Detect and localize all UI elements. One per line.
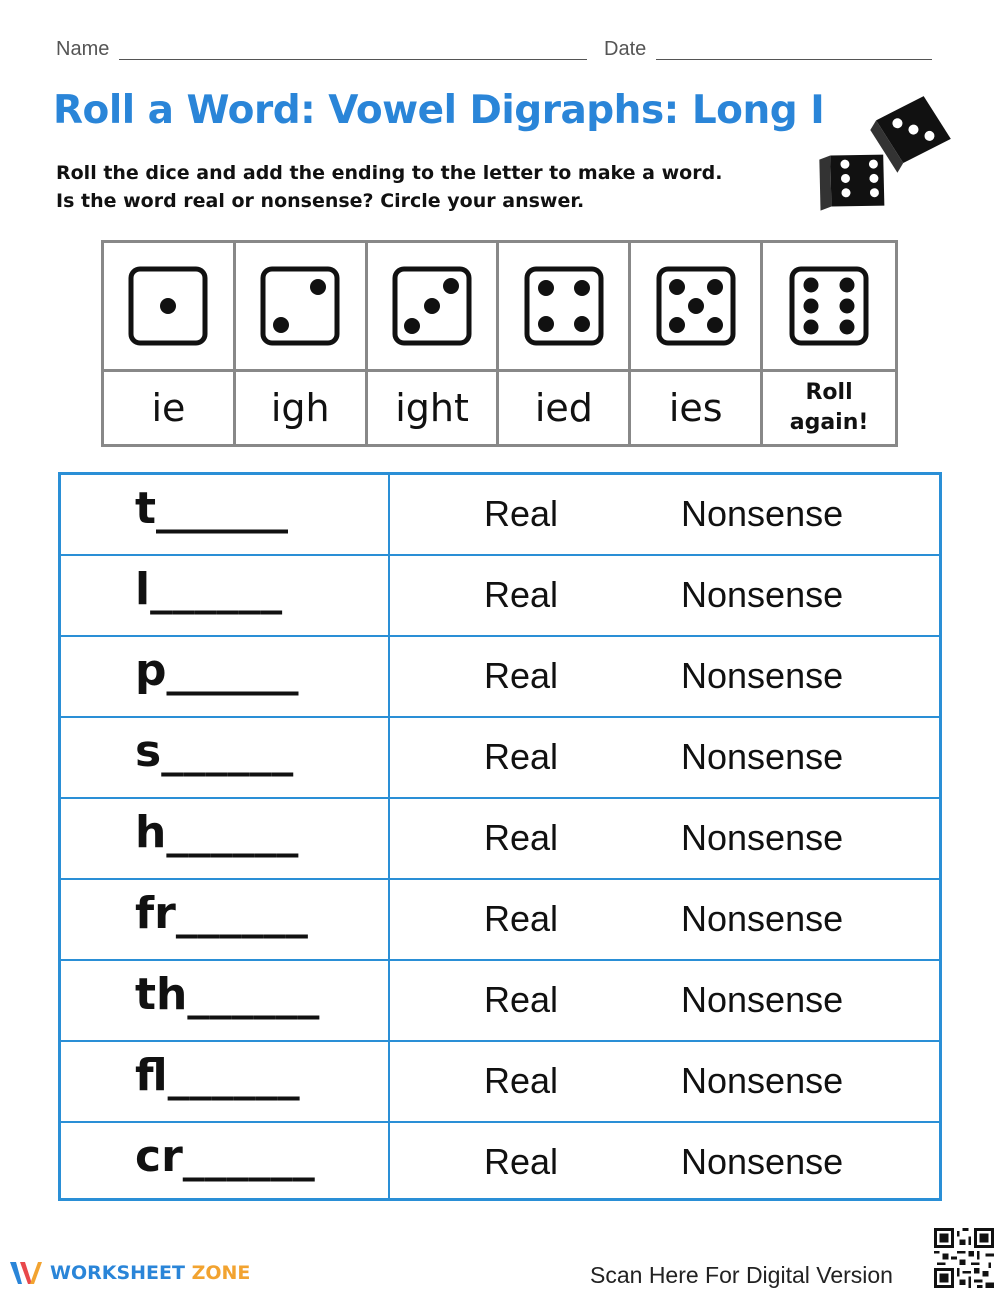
nonsense-option[interactable]: Nonsense <box>681 979 844 1020</box>
nonsense-option[interactable]: Nonsense <box>681 1141 844 1182</box>
ending-cell-2 <box>236 369 368 444</box>
die-three-icon <box>391 265 473 347</box>
ending-ied: ied <box>534 386 593 430</box>
word-prefix: s______ <box>135 726 294 777</box>
instructions-line-1: Roll the dice and add the ending to the letter to make a word. <box>56 162 723 184</box>
date-label: Date <box>604 38 647 60</box>
ending-cell-5 <box>631 369 763 444</box>
name-field[interactable] <box>119 59 587 60</box>
table-row <box>61 718 939 799</box>
word-prefix: h______ <box>135 807 299 858</box>
nonsense-option[interactable]: Nonsense <box>681 1060 844 1101</box>
word-prefix: p______ <box>135 645 299 696</box>
ending-cell-4 <box>499 369 631 444</box>
word-prefix: fr______ <box>135 888 308 939</box>
die-six-icon <box>788 265 870 347</box>
worksheet-zone-logo: WORKSHEET ZONE <box>8 1258 250 1288</box>
nonsense-option[interactable]: Nonsense <box>681 493 844 534</box>
word-prefix: th______ <box>135 969 320 1020</box>
real-option[interactable]: Real <box>484 898 559 939</box>
word-table <box>58 472 942 1201</box>
word-prefix: l______ <box>135 564 283 615</box>
real-option[interactable]: Real <box>484 574 559 615</box>
ending-cell-1 <box>104 369 236 444</box>
qr-code-icon[interactable] <box>934 1228 994 1288</box>
table-row <box>61 799 939 880</box>
instructions-line-2: Is the word real or nonsense? Circle your answer. <box>56 190 585 212</box>
ending-cell-6 <box>763 369 895 444</box>
worksheet-title: Roll a Word: Vowel Digraphs: Long I <box>53 88 825 133</box>
real-option[interactable]: Real <box>484 979 559 1020</box>
dice-key-table <box>101 240 898 447</box>
die-face-3-cell <box>368 243 500 369</box>
word-prefix: t______ <box>135 483 289 534</box>
ending-igh: igh <box>270 386 330 430</box>
real-option[interactable]: Real <box>484 655 559 696</box>
die-face-4-cell <box>499 243 631 369</box>
table-row <box>61 1123 939 1204</box>
real-option[interactable]: Real <box>484 1141 559 1182</box>
dice-pair-icon <box>812 84 957 229</box>
real-option[interactable]: Real <box>484 817 559 858</box>
table-row <box>61 475 939 556</box>
word-prefix: cr______ <box>135 1131 315 1182</box>
table-row <box>61 1042 939 1123</box>
nonsense-option[interactable]: Nonsense <box>681 655 844 696</box>
real-option[interactable]: Real <box>484 493 559 534</box>
die-face-2-cell <box>236 243 368 369</box>
table-row <box>61 880 939 961</box>
table-row <box>61 556 939 637</box>
ending-ies: ies <box>668 386 723 430</box>
roll-again-label: Roll again! <box>789 380 869 435</box>
nonsense-option[interactable]: Nonsense <box>681 817 844 858</box>
date-field[interactable] <box>656 59 932 60</box>
word-prefix: fl______ <box>135 1050 300 1101</box>
nonsense-option[interactable]: Nonsense <box>681 898 844 939</box>
ending-ight: ight <box>395 386 469 430</box>
name-label: Name <box>56 38 110 60</box>
die-face-1-cell <box>104 243 236 369</box>
die-two-icon <box>259 265 341 347</box>
scan-prompt: Scan Here For Digital Version <box>590 1262 893 1288</box>
nonsense-option[interactable]: Nonsense <box>681 736 844 777</box>
die-five-icon <box>655 265 737 347</box>
die-face-6-cell <box>763 243 895 369</box>
w-logo-icon <box>8 1258 44 1288</box>
ending-cell-3 <box>368 369 500 444</box>
die-face-5-cell <box>631 243 763 369</box>
die-four-icon <box>523 265 605 347</box>
die-one-icon <box>127 265 209 347</box>
real-option[interactable]: Real <box>484 736 559 777</box>
real-option[interactable]: Real <box>484 1060 559 1101</box>
table-row <box>61 637 939 718</box>
nonsense-option[interactable]: Nonsense <box>681 574 844 615</box>
ending-ie: ie <box>151 386 186 430</box>
table-row <box>61 961 939 1042</box>
